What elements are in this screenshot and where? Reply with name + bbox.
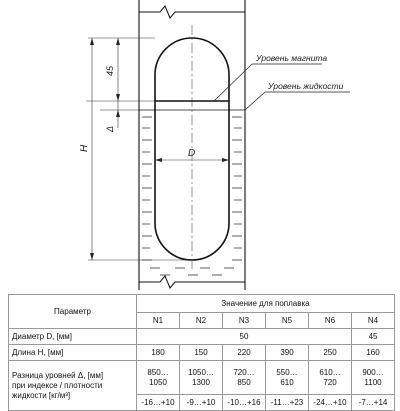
table-row-level-diff [9, 361, 395, 395]
table-cell: 250 [309, 345, 352, 361]
table-cell: -10…+16 [223, 395, 266, 411]
table-cell: 390 [266, 345, 309, 361]
liquid-level-label: Уровень жидкости [268, 81, 344, 91]
density-top: 900… [362, 367, 384, 377]
dimension-d-label: D [188, 148, 196, 159]
dimension-h-label: H [79, 144, 90, 152]
table-cell: -24…+10 [309, 395, 352, 411]
density-cell [180, 361, 223, 395]
density-top: 720… [233, 367, 255, 377]
density-bottom: 850 [237, 377, 251, 387]
diameter-group-value: 50 [137, 329, 352, 345]
column-header: N1 [137, 313, 180, 329]
table-cell: 180 [137, 345, 180, 361]
table-header-row [9, 295, 395, 313]
density-top: 610… [319, 367, 341, 377]
dimension-45-label: 45 [105, 65, 115, 76]
param-header: Параметр [9, 295, 137, 329]
column-header: N4 [352, 313, 395, 329]
table-cell: -16…+10 [137, 395, 180, 411]
density-top: 1050… [188, 367, 214, 377]
table-cell: -11…+23 [266, 395, 309, 411]
table-cell: -7…+14 [352, 395, 395, 411]
density-bottom: 1050 [149, 377, 167, 387]
density-bottom: 1300 [192, 377, 210, 387]
density-cell [309, 361, 352, 395]
table-cell: 160 [352, 345, 395, 361]
table-cell: -9…+10 [180, 395, 223, 411]
density-top: 850… [147, 367, 169, 377]
column-header: N2 [180, 313, 223, 329]
density-cell [223, 361, 266, 395]
table-row-diameter [9, 329, 395, 345]
density-cell [352, 361, 395, 395]
row-label-level-diff [9, 361, 137, 411]
table-cell: 150 [180, 345, 223, 361]
table-cell: 220 [223, 345, 266, 361]
row-label-line: Разница уровней Δ, [мм] [12, 370, 104, 380]
float-spec-table [8, 294, 395, 411]
row-label-line: при индексе / плотности [12, 380, 103, 390]
diameter-n4-value: 45 [352, 329, 395, 345]
row-label: Длина H, [мм] [9, 345, 137, 361]
column-header: N6 [309, 313, 352, 329]
value-header: Значение для поплавка [137, 295, 395, 313]
density-bottom: 720 [323, 377, 337, 387]
magnet-level-label: Уровень магнита [256, 53, 328, 63]
density-bottom: 1100 [364, 377, 382, 387]
dimension-delta-label: Δ [105, 125, 115, 132]
row-label: Диаметр D, [мм] [9, 329, 137, 345]
density-top: 550… [276, 367, 298, 377]
row-label-line: жидкости [кг/м³] [12, 390, 71, 400]
density-bottom: 610 [280, 377, 294, 387]
column-header: N3 [223, 313, 266, 329]
table-row-length [9, 345, 395, 361]
density-cell [266, 361, 309, 395]
column-header: N5 [266, 313, 309, 329]
density-cell [137, 361, 180, 395]
